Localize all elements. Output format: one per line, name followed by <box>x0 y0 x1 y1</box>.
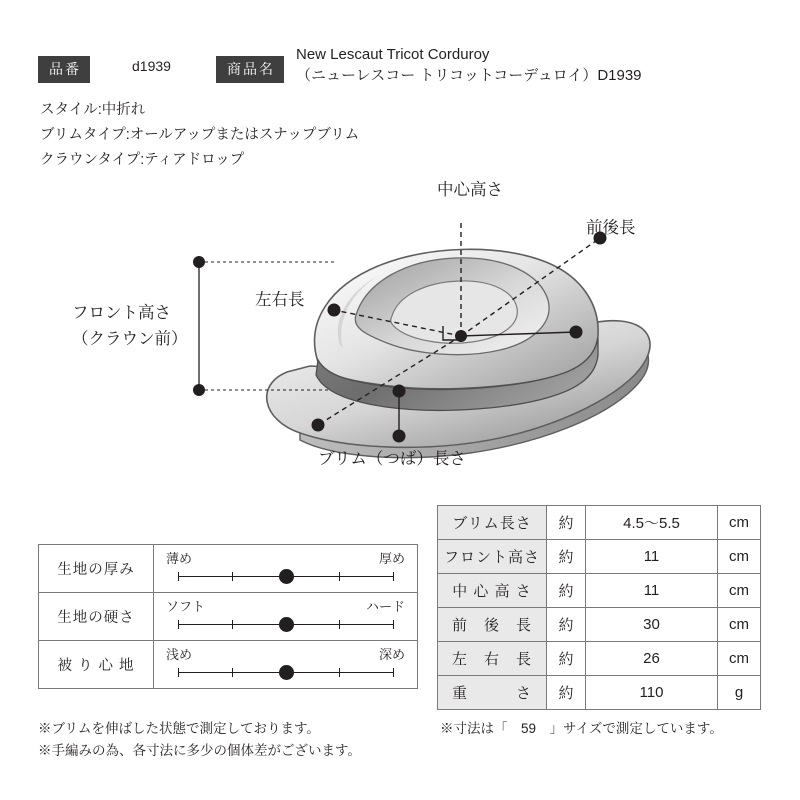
meas-unit: cm <box>718 574 761 608</box>
meas-approx: 約 <box>547 676 586 710</box>
label-front-height-line2: （クラウン前） <box>72 330 188 348</box>
gauge-label-fit: 被 り 心 地 <box>39 641 154 689</box>
product-name-ja: （ニューレスコー トリコットコーデュロイ）D1939 <box>296 67 642 84</box>
gauge-right-end-hardness: ハード <box>365 599 405 614</box>
meas-value: 4.5〜5.5 <box>586 506 718 540</box>
product-name <box>296 44 642 86</box>
meas-approx: 約 <box>547 540 586 574</box>
gauge-track-thickness <box>154 545 418 593</box>
table-row <box>39 545 418 593</box>
meas-name: 重 さ <box>438 676 547 710</box>
gauge-left-end-fit: 浅め <box>166 647 193 662</box>
meas-value: 26 <box>586 642 718 676</box>
label-front-back: 前後長 <box>586 219 636 237</box>
meas-unit: g <box>718 676 761 710</box>
table-row <box>39 641 418 689</box>
meas-value: 110 <box>586 676 718 710</box>
gauge-left-end-thickness: 薄め <box>166 551 193 566</box>
product-name-en: New Lescaut Tricot Corduroy <box>296 46 490 63</box>
gauge-track-hardness <box>154 593 418 641</box>
table-row <box>438 642 761 676</box>
meas-approx: 約 <box>547 642 586 676</box>
label-front-height <box>72 300 188 352</box>
meas-approx: 約 <box>547 608 586 642</box>
table-row <box>438 676 761 710</box>
meas-name: 中 心 高 さ <box>438 574 547 608</box>
gauge-right-end-fit: 深め <box>378 647 405 662</box>
meas-unit: cm <box>718 506 761 540</box>
gauge-scale <box>178 576 393 577</box>
gauge-left-end-hardness: ソフト <box>166 599 206 614</box>
label-brim-length: ブリム（つば）長さ <box>318 450 466 468</box>
meas-name: ブリム長さ <box>438 506 547 540</box>
meas-unit: cm <box>718 540 761 574</box>
meas-name: 左 右 長 <box>438 642 547 676</box>
shohin-tag: 商品名 <box>216 56 284 83</box>
meas-unit: cm <box>718 642 761 676</box>
label-center-height: 中心高さ <box>437 181 503 199</box>
meas-approx: 約 <box>547 574 586 608</box>
table-row <box>438 574 761 608</box>
note-brim-stretch: ※ブリムを伸ばした状態で測定しております。 <box>38 721 320 736</box>
notes-right <box>440 718 723 740</box>
gauge-label-hardness: 生地の硬さ <box>39 593 154 641</box>
table-row <box>438 608 761 642</box>
spec-crown-type: クラウンタイプ:ティアドロップ <box>40 152 245 168</box>
spec-style: スタイル:中折れ <box>40 102 146 118</box>
gauge-marker <box>279 617 294 632</box>
header <box>38 46 762 88</box>
label-left-right: 左右長 <box>255 291 305 309</box>
hat-measurement-diagram <box>0 140 800 480</box>
table-row <box>39 593 418 641</box>
notes-left <box>38 718 361 762</box>
gauge-marker <box>279 569 294 584</box>
feel-gauge-table <box>38 544 418 689</box>
gauge-marker <box>279 665 294 680</box>
hinban-value: d1939 <box>132 58 171 74</box>
meas-value: 11 <box>586 540 718 574</box>
measurement-table <box>437 505 761 710</box>
gauge-track-fit <box>154 641 418 689</box>
meas-approx: 約 <box>547 506 586 540</box>
gauge-label-thickness: 生地の厚み <box>39 545 154 593</box>
table-row <box>438 506 761 540</box>
meas-unit: cm <box>718 608 761 642</box>
label-front-height-line1: フロント高さ <box>72 304 171 322</box>
gauge-scale <box>178 672 393 673</box>
gauge-right-end-thickness: 厚め <box>378 551 405 566</box>
table-row <box>438 540 761 574</box>
gauge-scale <box>178 624 393 625</box>
meas-name: 前 後 長 <box>438 608 547 642</box>
meas-name: フロント高さ <box>438 540 547 574</box>
hinban-tag: 品番 <box>38 56 90 83</box>
note-handmade: ※手編みの為、各寸法に多少の個体差がございます。 <box>38 743 361 758</box>
spec-brim-type: ブリムタイプ:オールアップまたはスナップブリム <box>40 127 360 143</box>
note-size-measured: ※寸法は「 59 」サイズで測定しています。 <box>440 721 723 736</box>
meas-value: 30 <box>586 608 718 642</box>
meas-value: 11 <box>586 574 718 608</box>
